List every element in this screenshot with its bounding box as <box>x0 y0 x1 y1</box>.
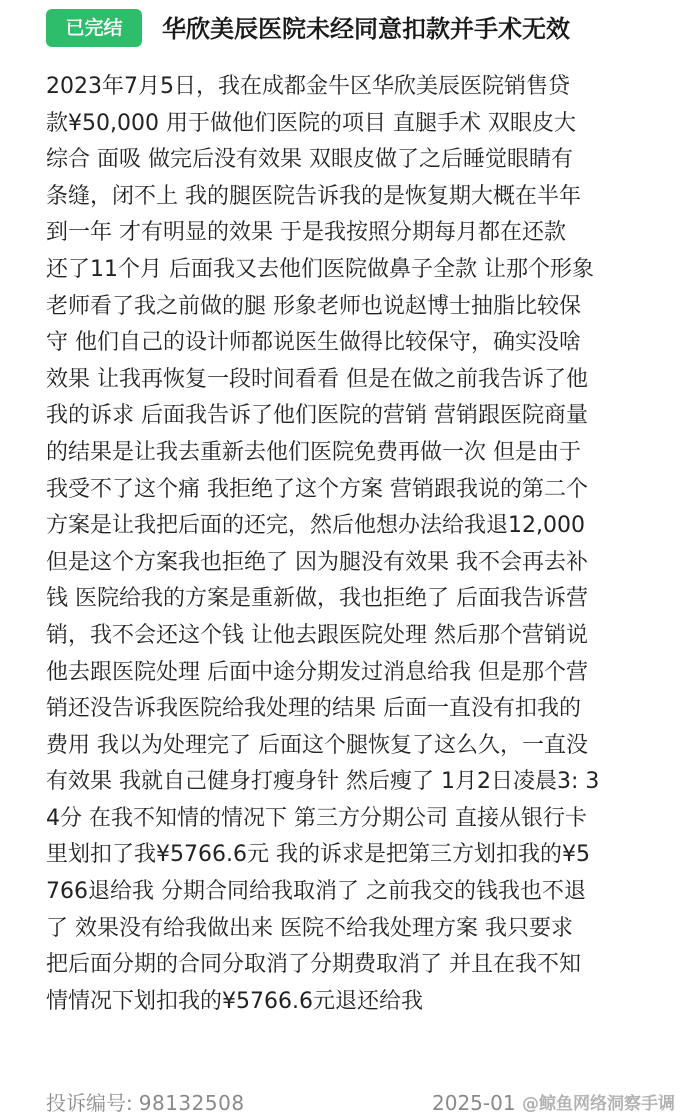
complaint-date: 2025-01 <box>432 1091 516 1115</box>
complaint-line: 款¥50,000 用于做他们医院的项目 直腿手术 双眼皮大 <box>46 110 576 136</box>
complaint-line: 有效果 我就自己健身打瘦身针 然后瘦了 1月2日凌晨3: 3 <box>46 769 600 795</box>
complaint-id-label: 投诉编号: <box>46 1091 133 1115</box>
complaint-line: 里划扣了我¥5766.6元 我的诉求是把第三方划扣我的¥5 <box>46 842 590 868</box>
complaint-line: 老师看了我之前做的腿 形象老师也说赵博士抽脂比较保 <box>46 293 581 319</box>
complaint-line: 到一年 才有明显的效果 于是我按照分期每月都在还款 <box>46 220 566 246</box>
status-badge: 已完结 <box>46 9 142 47</box>
complaint-title: 华欣美辰医院未经同意扣款并手术无效 <box>162 15 570 43</box>
complaint-line: 我受不了这个痛 我拒绝了这个方案 营销跟我说的第二个 <box>46 476 588 502</box>
complaint-line: 2023年7月5日，我在成都金牛区华欣美辰医院销售贷 <box>46 74 570 99</box>
complaint-line: 情情况下划扣我的¥5766.6元退还给我 <box>46 988 423 1014</box>
complaint-line: 4分 在我不知情的情况下 第三方分期公司 直接从银行卡 <box>46 805 587 831</box>
complaint-footer <box>0 1086 700 1120</box>
complaint-line: 我的诉求 后面我告诉了他们医院的营销 营销跟医院商量 <box>46 403 588 429</box>
complaint-line: 费用 我以为处理完了 后面这个腿恢复了这么久，一直没 <box>46 732 588 758</box>
complaint-line: 条缝，闭不上 我的腿医院告诉我的是恢复期大概在半年 <box>46 183 581 209</box>
complaint-line: 但是这个方案我也拒绝了 因为腿没有效果 我不会再去补 <box>46 549 588 575</box>
complaint-line: 的结果是让我去重新去他们医院免费再做一次 但是由于 <box>46 439 581 465</box>
complaint-line: 还了11个月 后面我又去他们医院做鼻子全款 让那个形象 <box>46 256 594 282</box>
complaint-line: 销，我不会还这个钱 让他去跟医院处理 然后那个营销说 <box>46 622 588 648</box>
complaint-line: 销还没告诉我医院给我处理的结果 后面一直没有扣我的 <box>46 696 581 722</box>
complaint-line: 守 他们自己的设计师都说医生做得比较保守，确实没啥 <box>46 330 581 356</box>
complaint-line: 他去跟医院处理 后面中途分期发过消息给我 但是那个营 <box>46 659 588 685</box>
watermark-text: @鲸鱼网络洞察手调 <box>522 1094 675 1114</box>
complaint-id <box>46 1088 245 1118</box>
complaint-body <box>46 69 686 1020</box>
complaint-line: 效果 让我再恢复一段时间看看 但是在做之前我告诉了他 <box>46 366 588 392</box>
complaint-line: 了 效果没有给我做出来 医院不给我处理方案 我只要求 <box>46 915 573 941</box>
complaint-id-value: 98132508 <box>138 1091 245 1115</box>
complaint-line: 766退给我 分期合同给我取消了 之前我交的钱我也不退 <box>46 879 586 905</box>
complaint-line: 把后面分期的合同分取消了分期费取消了 并且在我不知 <box>46 952 581 978</box>
complaint-line: 钱 医院给我的方案是重新做，我也拒绝了 后面我告诉营 <box>46 586 588 612</box>
complaint-header <box>0 0 700 60</box>
complaint-line: 综合 面吸 做完后没有效果 双眼皮做了之后睡觉眼睛有 <box>46 147 573 173</box>
complaint-line: 方案是让我把后面的还完，然后他想办法给我退12,000 <box>46 513 585 539</box>
